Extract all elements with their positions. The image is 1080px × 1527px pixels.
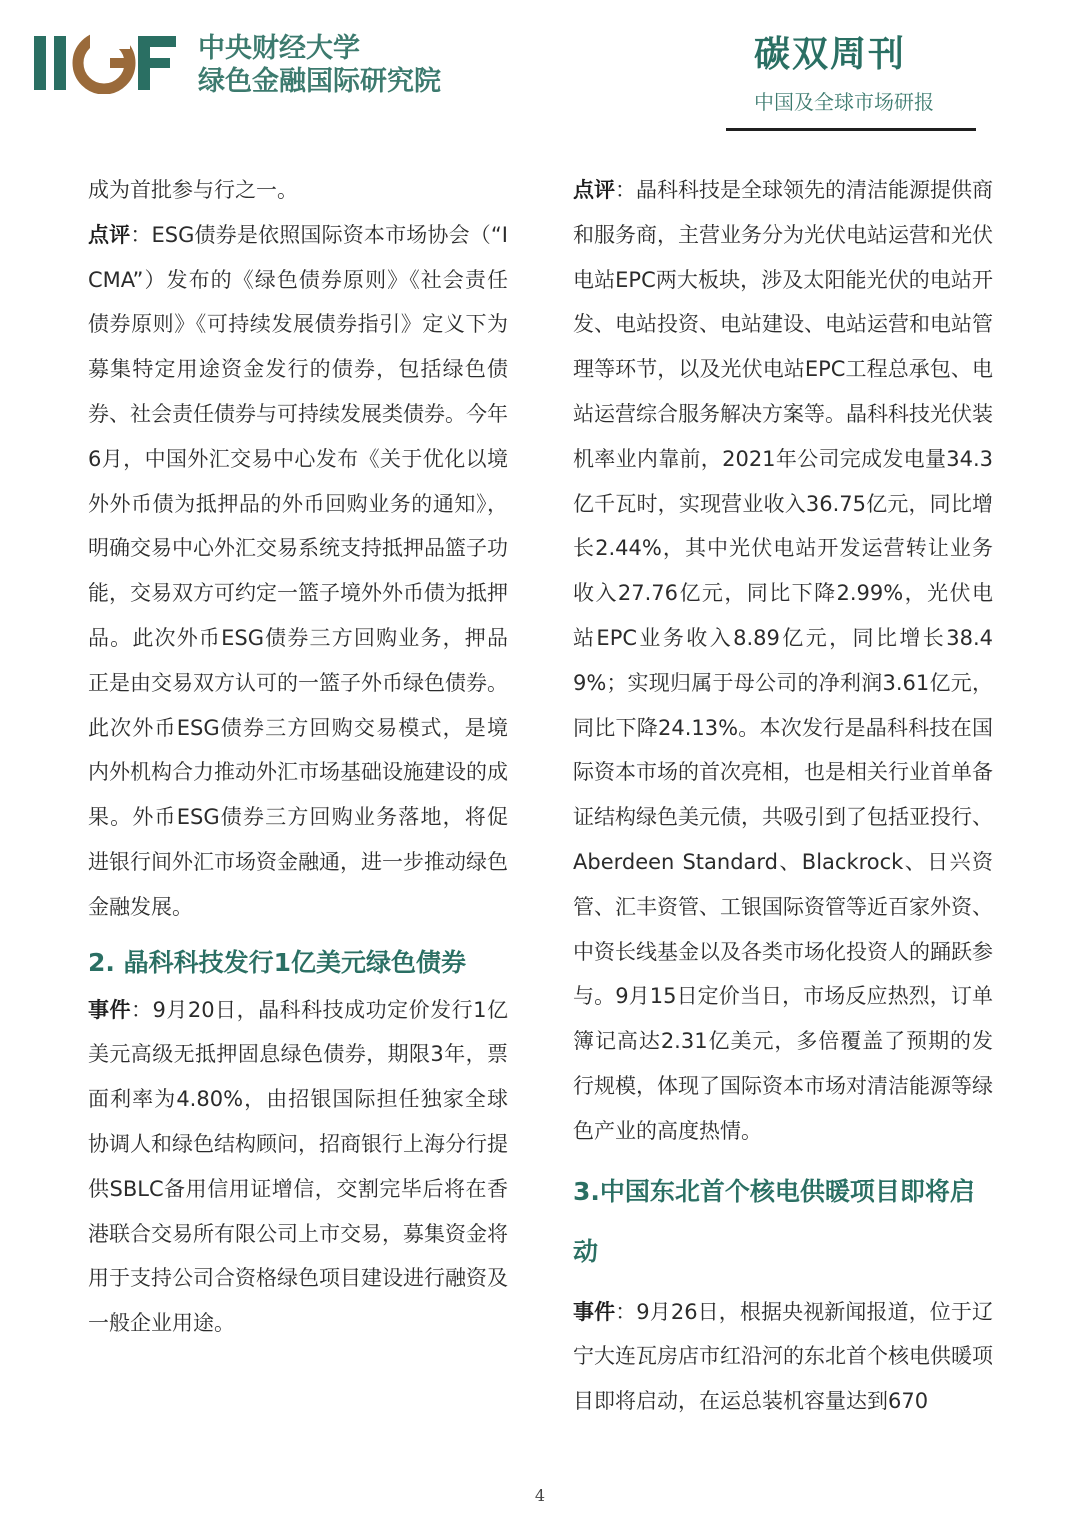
- iigf-logo-mark: [32, 30, 180, 94]
- logo-text: [198, 32, 458, 98]
- publication-title: 碳双周刊: [754, 34, 907, 75]
- right-column: [573, 168, 993, 1424]
- comment-text: ：晶科科技是全球领先的清洁能源提供商和服务商，主营业务分为光伏电站运营和光伏电站EPC两大板块，涉及太阳能光伏的电站开发、电站投资、电站建设、电站运营和电站管理等环节，以及光伏电站EPC工程总承包、电站运营综合服务解决方案等。晶科科技光伏装机率业内靠前，2021年公司完成发电量34.3亿千瓦时，实现营业收入36.75亿元，同比增长2.44%，其中光伏电站开发运营转让业务收入27.76亿元，同比下降2.99%，光伏电站EPC业务收入8.89亿元，同比增长38.49%；实现归属于母公司的净利润3.61亿元，同比下降24.13%。本次发行是晶科科技在国际资本市场的首次亮相，也是相关行业首单备证结构绿色美元债，共吸引到了包括亚投行、Aberdeen Standard、Blackrock、日兴资管、汇丰资管、工银国际资管等近百家外资、中资长线基金以及各类市场化投资人的踊跃参与。9月15日定价当日，市场反应热烈，订单簿记高达2.31亿美元，多倍覆盖了预期的发行规模，体现了国际资本市场对清洁能源等绿色产业的高度热情。: [573, 178, 993, 1143]
- section-heading-3: 3.中国东北首个核电供暖项目即将启动: [573, 1176, 975, 1266]
- logo-line-institute: 绿色金融国际研究院: [198, 66, 441, 97]
- event-text: ：9月20日，晶科科技成功定价发行1亿美元高级无抵押固息绿色债券，期限3年，票面利率为4.80%，由招银国际担任独家全球协调人和绿色结构顾问，招商银行上海分行提供SBLC备用信用证增信，交割完毕后将在香港联合交易所有限公司上市交易，募集资金将用于支持公司合资格绿色项目建设进行融资及一般企业用途。: [88, 997, 508, 1336]
- event-paragraph: [88, 988, 508, 1346]
- logo-line-university: 中央财经大学: [198, 33, 360, 64]
- comment-label: 点评: [573, 178, 615, 202]
- comment-paragraph: [88, 213, 508, 930]
- continued-paragraph: 成为首批参与行之一。: [88, 178, 298, 202]
- publication-subtitle: 中国及全球市场研报: [754, 90, 934, 114]
- event-text: ：9月26日，根据央视新闻报道，位于辽宁大连瓦房店市红沿河的东北首个核电供暖项目即将启动，在运总装机容量达到670: [573, 1299, 993, 1414]
- comment-text: ：ESG债券是依照国际资本市场协会（“ICMA”）发布的《绿色债券原则》《社会责任债券原则》《可持续发展债券指引》定义下为募集特定用途资金发行的债券，包括绿色债券、社会责任债券与可持续发展类债券。今年6月，中国外汇交易中心发布《关于优化以境外外币债为抵押品的外币回购业务的通知》，明确交易中心外汇交易系统支持抵押品篮子功能，交易双方可约定一篮子境外外币债为抵押品。此次外币ESG债券三方回购业务，押品正是由交易双方认可的一篮子外币绿色债券。此次外币ESG债券三方回购交易模式，是境内外机构合力推动外汇市场基础设施建设的成果。外币ESG债券三方回购业务落地，将促进银行间外汇市场资金融通，进一步推动绿色金融发展。: [88, 222, 508, 919]
- page-number: 4: [534, 1486, 546, 1505]
- masthead-rule: [726, 128, 976, 131]
- left-column: [88, 168, 508, 1346]
- section-heading-2: 2. 晶科科技发行1亿美元绿色债券: [88, 947, 466, 977]
- comment-paragraph: [573, 168, 993, 1154]
- event-label: 事件: [573, 1299, 616, 1324]
- event-label: 事件: [88, 997, 132, 1022]
- comment-label: 点评: [88, 222, 131, 247]
- event-paragraph: [573, 1290, 993, 1424]
